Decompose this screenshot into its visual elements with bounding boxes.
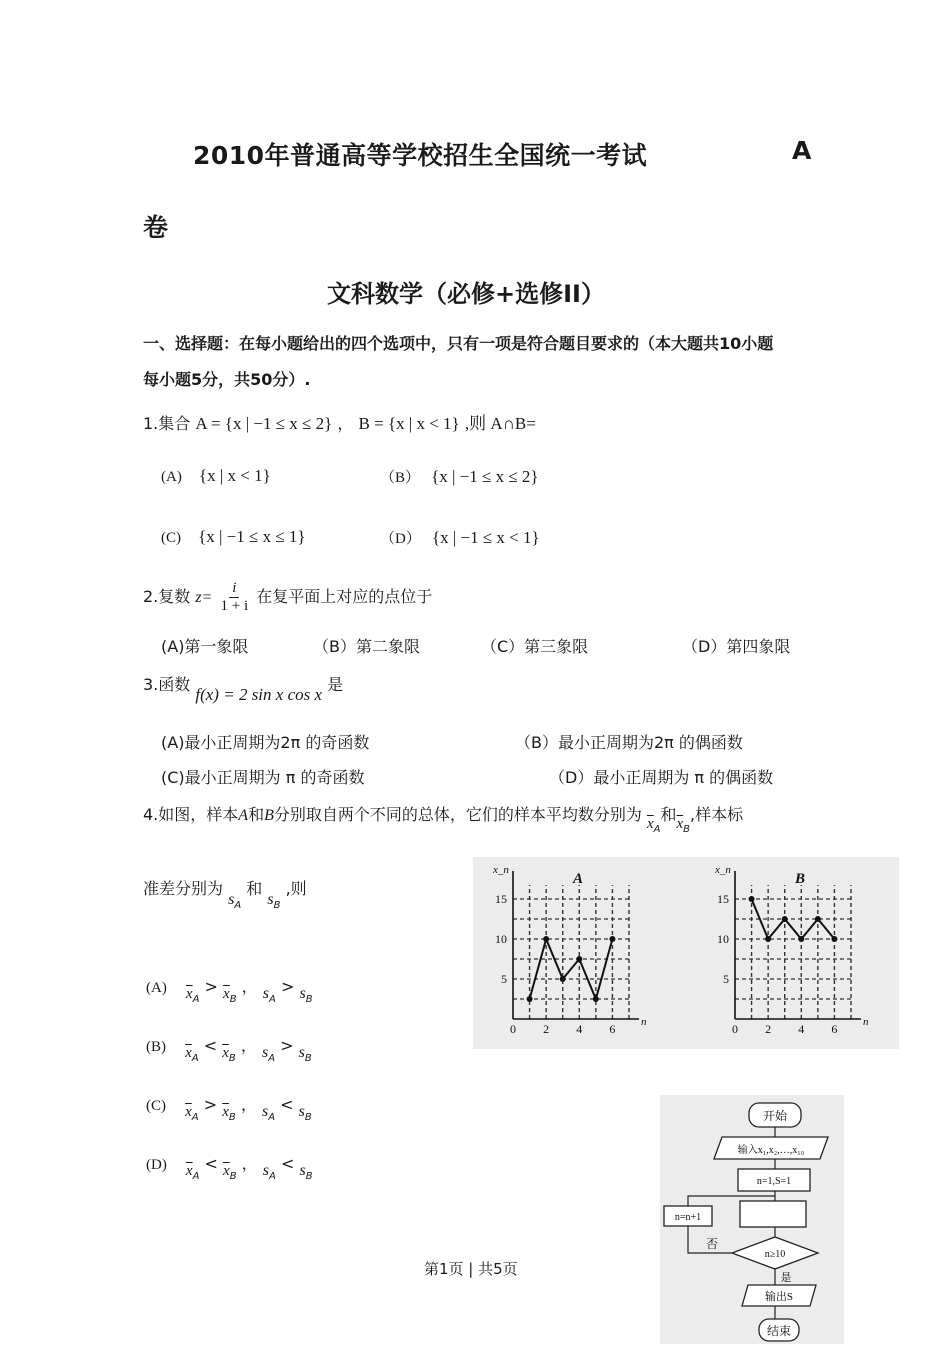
- chart-b-point-1: [749, 896, 755, 902]
- q4-xb: $\overline{x}$: [676, 816, 684, 832]
- chart-a-point-1: [527, 996, 533, 1002]
- q4-text-b: 分别取自两个不同的总体，它们的样本平均数分别为: [273, 805, 642, 824]
- q4-option-b-xa-sub: A: [191, 1053, 199, 1064]
- q4-option-c-sa-sub: A: [268, 1112, 276, 1123]
- q1-set-b: B = {x | x < 1}: [358, 414, 460, 433]
- q4-option-c-sa: s: [261, 1103, 269, 1120]
- q1-comma: ，: [337, 414, 354, 433]
- flow-no-label: 否: [705, 1237, 719, 1251]
- chart-b-xlabel: n: [863, 1016, 869, 1028]
- subject-title: 文科数学（必修+选修II）: [327, 280, 605, 308]
- flow-yes-label: 是: [780, 1272, 792, 1284]
- chart-a-xtick-2: 2: [543, 1022, 550, 1036]
- q4-option-d-op2: <: [280, 1154, 295, 1173]
- q3-option-d[interactable]: （D）最小正周期为 π 的偶函数: [549, 768, 774, 787]
- q4-sample-a: A: [238, 807, 249, 824]
- q4-option-c-comma: ，: [240, 1095, 257, 1114]
- q1-option-a-expr: {x | x < 1}: [198, 466, 271, 485]
- q4-option-b-xb-sub: B: [228, 1053, 236, 1064]
- q4-text-a: 4.如图，样本: [143, 805, 239, 824]
- q4-option-a-xa-sub: A: [192, 994, 200, 1005]
- q4-option-a-xb-sub: B: [229, 994, 237, 1005]
- q1-option-b[interactable]: [380, 466, 539, 487]
- q4-option-d-xb-sub: B: [229, 1171, 237, 1182]
- q4-sb: s: [267, 891, 274, 908]
- chart-b-xtick-0: 0: [732, 1022, 738, 1036]
- q2-prefix: 2.复数: [143, 587, 191, 606]
- chart-a-ylabel: x_n: [493, 864, 509, 876]
- flow-start-text: 开始: [762, 1109, 788, 1123]
- q4-option-d[interactable]: [146, 1151, 313, 1182]
- q2-fraction: [218, 580, 252, 615]
- q1-option-d-expr: {x | −1 ≤ x < 1}: [431, 528, 540, 547]
- chart-svg: [473, 857, 899, 1049]
- q4-option-d-sa: s: [262, 1162, 270, 1179]
- q4-option-b-xb: $\overline{x}$: [222, 1045, 229, 1061]
- q1-option-c-expr: {x | −1 ≤ x ≤ 1}: [198, 527, 306, 546]
- q4-option-c-xb: $\overline{x}$: [222, 1104, 229, 1120]
- chart-a-point-4: [576, 956, 582, 962]
- question-3: [143, 672, 344, 704]
- chart-b-xtick-6: 6: [831, 1022, 838, 1036]
- q4-option-d-xb: $\overline{x}$: [223, 1163, 230, 1179]
- q4-xa: $\overline{x}$: [646, 816, 654, 832]
- chart-a-ytick-5: 5: [501, 972, 507, 986]
- q4-option-b-sb-sub: B: [304, 1053, 312, 1064]
- q4-xb-sub: B: [683, 824, 691, 835]
- q4-option-a-sb-sub: B: [305, 994, 313, 1005]
- q4-option-c-label: (C): [146, 1098, 166, 1114]
- chart-b-xtick-2: 2: [765, 1022, 772, 1036]
- q1-option-c-label: (C): [161, 530, 181, 546]
- q3-prefix: 3.函数: [143, 675, 191, 694]
- chart-b-ytick-15: 15: [717, 892, 729, 906]
- q1-option-d[interactable]: [380, 527, 540, 548]
- q4-option-b-xa: $\overline{x}$: [185, 1045, 192, 1061]
- chart-b-ylabel: x_n: [715, 864, 731, 876]
- q4-text-c: ,样本标: [690, 805, 744, 824]
- chart-b-point-2: [765, 936, 771, 942]
- q4-option-b-comma: ，: [240, 1036, 257, 1055]
- q3-option-c[interactable]: (C)最小正周期为 π 的奇函数: [161, 768, 365, 787]
- q2-suffix: 在复平面上对应的点位于: [256, 587, 433, 606]
- q4-option-a[interactable]: [146, 974, 313, 1005]
- q4-option-d-xa: $\overline{x}$: [185, 1163, 193, 1179]
- q4-line2-b: ,则: [285, 879, 307, 898]
- q2-numerator: i: [229, 580, 239, 598]
- q2-option-a[interactable]: (A)第一象限: [161, 637, 249, 656]
- question-1: [143, 409, 536, 434]
- section-heading-line2: 每小题5分，共50分）.: [143, 370, 311, 389]
- q4-he: 和: [660, 805, 677, 824]
- chart-a-xtick-4: 4: [576, 1022, 583, 1036]
- q3-expr: f(x) = 2 sin x cos x: [195, 685, 323, 704]
- q4-line2-he: 和: [246, 879, 263, 898]
- q4-sample-b: B: [264, 807, 274, 824]
- q4-option-c-sb-sub: B: [304, 1112, 312, 1123]
- q3-option-b[interactable]: （B）最小正周期为2π 的偶函数: [515, 733, 743, 752]
- q4-option-b-sa: s: [261, 1044, 269, 1061]
- chart-a-point-2: [543, 936, 549, 942]
- flowchart-svg: [660, 1095, 844, 1344]
- q4-option-b-sa-sub: A: [268, 1053, 276, 1064]
- chart-a-ytick-15: 15: [495, 892, 507, 906]
- q4-sb-sub: B: [273, 900, 281, 911]
- chart-b-xtick-4: 4: [798, 1022, 805, 1036]
- q4-option-a-comma: ，: [241, 977, 258, 996]
- chart-b-point-6: [831, 936, 837, 942]
- flow-process-box: [740, 1201, 806, 1227]
- flow-output-text: 输出S: [764, 1291, 794, 1303]
- paper-mark-suffix: 卷: [143, 213, 169, 242]
- q4-option-c-sb: s: [298, 1103, 305, 1120]
- page-footer: 第1页 | 共5页: [424, 1260, 518, 1278]
- q4-option-a-xb: $\overline{x}$: [223, 986, 230, 1002]
- q2-option-d[interactable]: （D）第四象限: [682, 637, 791, 656]
- q4-option-b-op2: >: [280, 1036, 294, 1055]
- chart-a-point-5: [593, 996, 599, 1002]
- q4-option-c-xb-sub: B: [228, 1112, 236, 1123]
- flow-input-text: 输入x₁,x₂,…,x₁₀: [737, 1145, 805, 1156]
- q4-option-a-op1: >: [204, 977, 218, 996]
- question-4-line1: [143, 802, 744, 835]
- q4-option-c-op2: <: [280, 1095, 294, 1114]
- chart-a-xtick-6: 6: [609, 1022, 616, 1036]
- charts-panel: [473, 857, 899, 1049]
- section-heading-line1: 一、选择题：在每小题给出的四个选项中，只有一项是符合题目要求的（本大题共10小题: [143, 334, 774, 353]
- q1-set-a: A = {x | −1 ≤ x ≤ 2}: [195, 414, 333, 433]
- q4-option-a-sb: s: [299, 985, 306, 1002]
- q1-option-d-label: （D）: [380, 531, 421, 547]
- chart-b-ytick-5: 5: [723, 972, 729, 986]
- flow-update-text: n=n+1: [674, 1212, 702, 1223]
- q4-option-d-label: (D): [146, 1157, 167, 1173]
- paper-mark: A: [792, 136, 812, 165]
- q1-option-c[interactable]: [161, 527, 306, 547]
- chart-a-xlabel: n: [641, 1016, 647, 1028]
- q1-option-b-label: （B）: [380, 470, 421, 486]
- q4-option-b[interactable]: [146, 1033, 312, 1064]
- q4-option-a-op2: >: [280, 977, 295, 996]
- chart-b-title: B: [795, 871, 806, 887]
- chart-a-point-3: [560, 976, 566, 982]
- chart-b-ytick-10: 10: [717, 932, 729, 946]
- q3-option-a[interactable]: (A)最小正周期为2π 的奇函数: [161, 733, 370, 752]
- q1-option-a[interactable]: [161, 466, 271, 486]
- q4-sa: s: [228, 891, 235, 908]
- question-2: [143, 580, 432, 615]
- q2-z: z=: [195, 589, 213, 606]
- q1-option-a-label: (A): [161, 469, 182, 485]
- q4-option-b-sb: s: [298, 1044, 305, 1061]
- q1-suffix: ,则 A∩B=: [464, 414, 536, 433]
- q4-option-d-comma: ，: [241, 1154, 258, 1173]
- chart-a-title: A: [573, 871, 584, 887]
- q4-option-c-xa-sub: A: [191, 1112, 199, 1123]
- q4-xa-sub: A: [653, 824, 661, 835]
- chart-b-point-4: [798, 936, 804, 942]
- q4-option-a-sa-sub: A: [269, 994, 276, 1005]
- q4-option-a-label: (A): [146, 980, 167, 996]
- q4-and: 和: [248, 805, 265, 824]
- q4-option-a-sa: s: [262, 985, 270, 1002]
- q4-option-b-op1: <: [203, 1036, 218, 1055]
- q4-option-d-op1: <: [204, 1154, 218, 1173]
- chart-a-point-6: [609, 936, 615, 942]
- flow-init-text: n=1,S=1: [756, 1176, 792, 1187]
- q4-option-c[interactable]: [146, 1092, 312, 1123]
- q4-sa-sub: A: [234, 900, 242, 911]
- q4-option-d-xa-sub: A: [192, 1171, 200, 1182]
- flow-end-text: 结束: [766, 1324, 792, 1338]
- q4-option-b-label: (B): [146, 1039, 166, 1055]
- question-4-line2: [143, 876, 307, 911]
- q4-option-a-xa: $\overline{x}$: [185, 986, 193, 1002]
- q4-option-d-sa-sub: A: [269, 1171, 276, 1182]
- q2-option-c[interactable]: （C）第三象限: [481, 637, 589, 656]
- chart-b-point-3: [782, 916, 788, 922]
- q4-option-d-sb: s: [299, 1162, 306, 1179]
- q1-option-b-expr: {x | −1 ≤ x ≤ 2}: [431, 467, 539, 486]
- flowchart-panel: [660, 1095, 844, 1344]
- flow-condition-text: n≥10: [764, 1249, 786, 1260]
- chart-a-xtick-0: 0: [510, 1022, 516, 1036]
- chart-a-ytick-10: 10: [495, 932, 507, 946]
- q3-suffix: 是: [327, 675, 344, 694]
- chart-a-series-line: [530, 939, 613, 999]
- q2-option-b[interactable]: （B）第二象限: [313, 637, 420, 656]
- q4-line2-a: 准差分别为: [143, 879, 224, 898]
- q4-option-c-op1: >: [203, 1095, 218, 1114]
- exam-title: 2010年普通高等学校招生全国统一考试: [193, 141, 648, 170]
- chart-b-point-5: [815, 916, 821, 922]
- q4-option-c-xa: $\overline{x}$: [185, 1104, 192, 1120]
- q1-prefix: 1.集合: [143, 414, 191, 433]
- q2-denominator: 1 + i: [220, 598, 249, 614]
- q4-option-d-sb-sub: B: [305, 1171, 313, 1182]
